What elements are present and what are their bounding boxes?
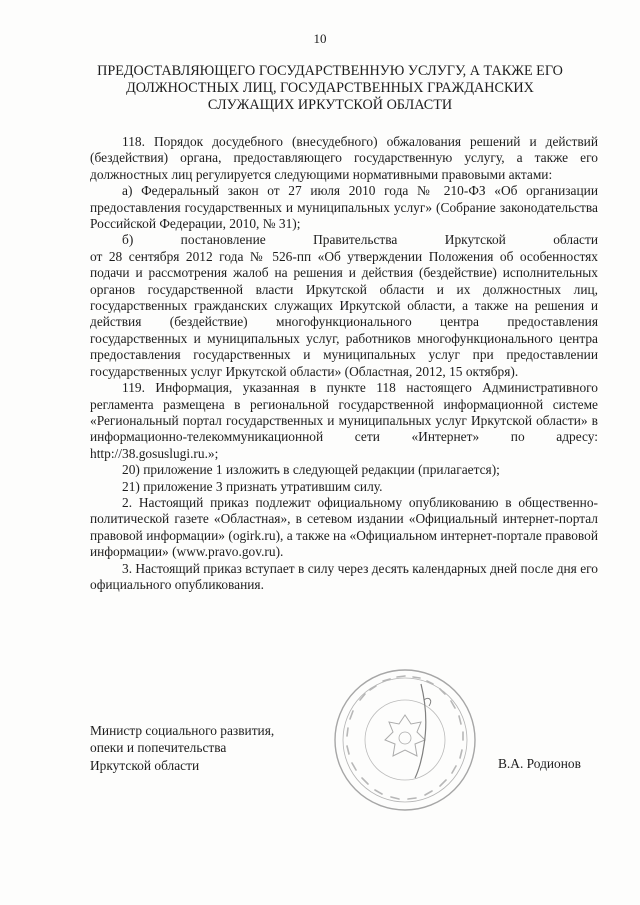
paragraph-119: 119. Информация, указанная в пункте 118 настоящего Административного регламента размещена в региональной государственной информационной системе «Региональный портал государственных и муниципальных услуг Иркутской области» в информационно-телекоммуникационной сети «Интернет» по адресу: http://38.gosuslugi.ru.»;: [90, 380, 598, 461]
signer-title-line-2: опеки и попечительства: [90, 740, 227, 756]
paragraph-118-a: а) Федеральный закон от 27 июля 2010 года № 210-ФЗ «Об организации предоставления государственных и муниципальных услуг» (Собрание законодательства Российской Федерации, 2010, № 31);: [90, 183, 598, 232]
document-body: [90, 134, 598, 593]
heading-line-2: ДОЛЖНОСТНЫХ ЛИЦ, ГОСУДАРСТВЕННЫХ ГРАЖДАНСКИХ: [126, 79, 534, 96]
paragraph-2: 2. Настоящий приказ подлежит официальному опубликованию в общественно-политической газете «Областная», в сетевом издании «Официальный интернет-портал правовой информации» (ogirk.ru), а также на «Официальном интернет-портале правовой информации» (www.pravo.gov.ru).: [90, 494, 598, 560]
section-heading: [70, 63, 590, 113]
page-number: 10: [313, 31, 327, 46]
paragraph-20: 20) приложение 1 изложить в следующей редакции (прилагается);: [122, 462, 500, 478]
signature-block: [90, 722, 390, 774]
paragraph-118-b: от 28 сентября 2012 года № 526-пп «Об утверждении Положения об особенностях подачи и рассмотрения жалоб на решения и действия (бездействие) исполнительных органов государственной власти Иркутской области и их должностных лиц, государственных гражданских служащих Иркутской области, а также на решения и действия (бездействие) многофункционального центра предоставления государственных и муниципальных услуг, работников многофункционального центра предоставления государственных и муниципальных услуг при предоставлении государственных услуг Иркутской области» (Областная, 2012, 15 октября).: [90, 248, 598, 379]
heading-line-1: ПРЕДОСТАВЛЯЮЩЕГО ГОСУДАРСТВЕННУЮ УСЛУГУ, А ТАКЖЕ ЕГО: [97, 63, 563, 79]
signer-title-line-3: Иркутской области: [90, 757, 200, 773]
paragraph-21: 21) приложение 3 признать утратившим силу.: [122, 478, 383, 494]
paragraph-3: 3. Настоящий приказ вступает в силу через десять календарных дней после дня его официального опубликования.: [90, 560, 598, 592]
paragraph-118-b-first-line: б) постановление Правительства Иркутской области: [122, 232, 598, 248]
heading-line-3: СЛУЖАЩИХ ИРКУТСКОЙ ОБЛАСТИ: [207, 96, 453, 113]
signer-name: В.А. Родионов: [498, 756, 581, 771]
paragraph-118: 118. Порядок досудебного (внесудебного) обжалования решений и действий (бездействия) органа, предоставляющего государственную услугу, а также его должностных лиц регулируется следующими нормативными правовыми актами:: [90, 134, 598, 182]
signer-title-line-1: Министр социального развития,: [90, 723, 275, 738]
